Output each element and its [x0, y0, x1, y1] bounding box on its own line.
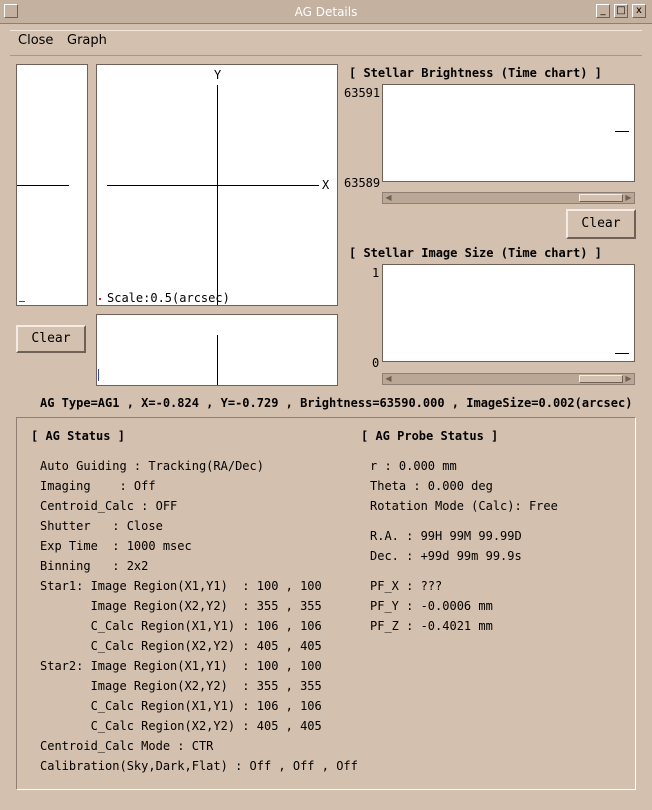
scroll-left-arrow-icon[interactable]: ◀ [385, 374, 392, 383]
scroll-left-arrow-icon[interactable]: ◀ [385, 193, 392, 202]
menu-graph[interactable]: Graph [67, 33, 107, 48]
image-size-chart-title: [ Stellar Image Size (Time chart) ] [349, 246, 602, 260]
x-axis-line [107, 185, 319, 186]
y-profile-marker [19, 301, 25, 302]
scale-label: Scale:0.5(arcsec) [107, 291, 230, 305]
xy-position-plot [96, 64, 338, 306]
y-profile-line [17, 185, 69, 186]
title-bar [0, 0, 652, 24]
maximize-button[interactable]: □ [614, 4, 628, 18]
brightness-scrollbar[interactable] [382, 192, 635, 204]
image-size-trace [615, 353, 629, 354]
probe-r: r : 0.000 mm [370, 459, 457, 473]
image-size-y-min: 0 [372, 356, 380, 370]
ag-status-row: Binning : 2x2 [40, 559, 149, 573]
brightness-scroll-thumb[interactable] [579, 194, 623, 202]
probe-pf-y: PF_Y : -0.0006 mm [370, 599, 493, 613]
brightness-chart-title: [ Stellar Brightness (Time chart) ] [349, 66, 602, 80]
window-title: AG Details [294, 5, 358, 19]
ag-status-row: Centroid_Calc : OFF [40, 499, 178, 513]
brightness-chart [382, 84, 635, 182]
probe-theta: Theta : 0.000 deg [370, 479, 493, 493]
ag-status-row: Star1: Image Region(X1,Y1) : 100 , 100 [40, 579, 322, 593]
ag-status-row: C_Calc Region(X1,Y1) : 106 , 106 [40, 619, 322, 633]
x-profile-marker [98, 369, 99, 381]
menu-bar [10, 30, 642, 56]
probe-status-title: [ AG Probe Status ] [361, 429, 499, 443]
image-size-scrollbar[interactable] [382, 373, 635, 385]
ag-summary-line: AG Type=AG1 , X=-0.824 , Y=-0.729 , Brightness=63590.000 , ImageSize=0.002(arcsec) [40, 396, 633, 410]
brightness-trace [615, 131, 629, 132]
image-size-y-max: 1 [372, 266, 380, 280]
y-profile-plot [16, 64, 88, 306]
close-window-button[interactable]: x [632, 4, 646, 18]
ag-status-row: C_Calc Region(X2,Y2) : 405 , 405 [40, 719, 322, 733]
y-axis-label: Y [214, 68, 222, 82]
x-profile-line [217, 335, 218, 385]
probe-pf-x: PF_X : ??? [370, 579, 443, 593]
plot-clear-button[interactable]: Clear [16, 325, 86, 353]
ag-status-row: Centroid_Calc Mode : CTR [40, 739, 214, 753]
x-profile-plot [96, 314, 338, 386]
brightness-y-max: 63591 [344, 86, 381, 100]
ag-status-row: Shutter : Close [40, 519, 163, 533]
brightness-clear-button[interactable]: Clear [566, 209, 636, 239]
x-axis-label: X [322, 178, 330, 192]
image-size-chart [382, 264, 635, 362]
status-panel [16, 417, 636, 790]
ag-status-row: Image Region(X2,Y2) : 355 , 355 [40, 599, 322, 613]
menu-close[interactable]: Close [18, 33, 54, 48]
scroll-right-arrow-icon[interactable]: ▶ [625, 193, 632, 202]
probe-dec: Dec. : +99d 99m 99.9s [370, 549, 522, 563]
ag-status-row: Auto Guiding : Tracking(RA/Dec) [40, 459, 264, 473]
ag-status-row: Exp Time : 1000 msec [40, 539, 192, 553]
probe-pf-z: PF_Z : -0.4021 mm [370, 619, 493, 633]
ag-status-row: C_Calc Region(X1,Y1) : 106 , 106 [40, 699, 322, 713]
ag-status-row: C_Calc Region(X2,Y2) : 405 , 405 [40, 639, 322, 653]
ag-status-row: Calibration(Sky,Dark,Flat) : Off , Off , Off [40, 759, 358, 773]
minimize-button[interactable]: _ [596, 4, 610, 18]
ag-status-title: [ AG Status ] [31, 429, 125, 443]
y-axis-line [217, 85, 218, 305]
ag-status-row: Imaging : Off [40, 479, 156, 493]
image-size-scroll-thumb[interactable] [579, 375, 623, 383]
ag-status-row: Star2: Image Region(X1,Y1) : 100 , 100 [40, 659, 322, 673]
probe-rotation-mode: Rotation Mode (Calc): Free [370, 499, 558, 513]
ag-status-row: Image Region(X2,Y2) : 355 , 355 [40, 679, 322, 693]
probe-ra: R.A. : 99H 99M 99.99D [370, 529, 522, 543]
brightness-y-min: 63589 [344, 176, 381, 190]
scroll-right-arrow-icon[interactable]: ▶ [625, 374, 632, 383]
position-point [99, 298, 101, 300]
